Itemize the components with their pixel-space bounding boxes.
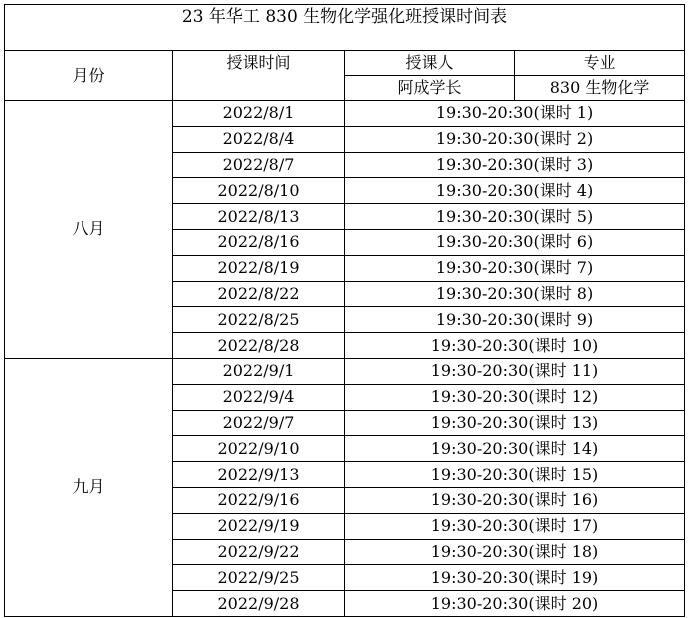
table-row <box>5 101 685 127</box>
session-cell: 19:30-20:30(课时 17) <box>345 513 685 539</box>
date-cell: 2022/8/1 <box>173 101 345 127</box>
table-title: 23 年华工 830 生物化学强化班授课时间表 <box>5 5 685 51</box>
date-cell: 2022/8/25 <box>173 307 345 333</box>
session-cell: 19:30-20:30(课时 8) <box>345 281 685 307</box>
session-cell: 19:30-20:30(课时 12) <box>345 384 685 410</box>
session-cell: 19:30-20:30(课时 19) <box>345 565 685 591</box>
session-cell: 19:30-20:30(课时 16) <box>345 487 685 513</box>
session-cell: 19:30-20:30(课时 3) <box>345 152 685 178</box>
session-cell: 19:30-20:30(课时 14) <box>345 436 685 462</box>
header-major: 专业 <box>515 51 685 76</box>
date-cell: 2022/9/4 <box>173 384 345 410</box>
date-cell: 2022/8/16 <box>173 229 345 255</box>
date-cell: 2022/8/22 <box>173 281 345 307</box>
schedule-table <box>4 4 685 617</box>
session-cell: 19:30-20:30(课时 1) <box>345 101 685 127</box>
date-cell: 2022/9/19 <box>173 513 345 539</box>
date-cell: 2022/8/4 <box>173 126 345 152</box>
schedule-body <box>5 5 685 617</box>
header-month: 月份 <box>5 51 173 101</box>
date-cell: 2022/9/16 <box>173 487 345 513</box>
session-cell: 19:30-20:30(课时 4) <box>345 178 685 204</box>
major-name: 830 生物化学 <box>515 76 685 101</box>
date-cell: 2022/8/10 <box>173 178 345 204</box>
session-cell: 19:30-20:30(课时 10) <box>345 333 685 359</box>
session-cell: 19:30-20:30(课时 2) <box>345 126 685 152</box>
session-cell: 19:30-20:30(课时 18) <box>345 539 685 565</box>
date-cell: 2022/8/7 <box>173 152 345 178</box>
title-row <box>5 5 685 51</box>
session-cell: 19:30-20:30(课时 9) <box>345 307 685 333</box>
session-cell: 19:30-20:30(课时 6) <box>345 229 685 255</box>
table-row <box>5 358 685 384</box>
date-cell: 2022/9/13 <box>173 462 345 488</box>
month-cell: 九月 <box>5 358 173 616</box>
date-cell: 2022/9/7 <box>173 410 345 436</box>
month-cell: 八月 <box>5 101 173 359</box>
session-cell: 19:30-20:30(课时 5) <box>345 204 685 230</box>
session-cell: 19:30-20:30(课时 7) <box>345 255 685 281</box>
header-time: 授课时间 <box>173 51 345 101</box>
session-cell: 19:30-20:30(课时 13) <box>345 410 685 436</box>
header-teacher: 授课人 <box>345 51 515 76</box>
date-cell: 2022/9/1 <box>173 358 345 384</box>
session-cell: 19:30-20:30(课时 15) <box>345 462 685 488</box>
session-cell: 19:30-20:30(课时 20) <box>345 591 685 617</box>
date-cell: 2022/8/19 <box>173 255 345 281</box>
date-cell: 2022/8/13 <box>173 204 345 230</box>
header-row <box>5 51 685 76</box>
date-cell: 2022/8/28 <box>173 333 345 359</box>
date-cell: 2022/9/10 <box>173 436 345 462</box>
date-cell: 2022/9/22 <box>173 539 345 565</box>
session-cell: 19:30-20:30(课时 11) <box>345 358 685 384</box>
teacher-name: 阿成学长 <box>345 76 515 101</box>
date-cell: 2022/9/28 <box>173 591 345 617</box>
date-cell: 2022/9/25 <box>173 565 345 591</box>
